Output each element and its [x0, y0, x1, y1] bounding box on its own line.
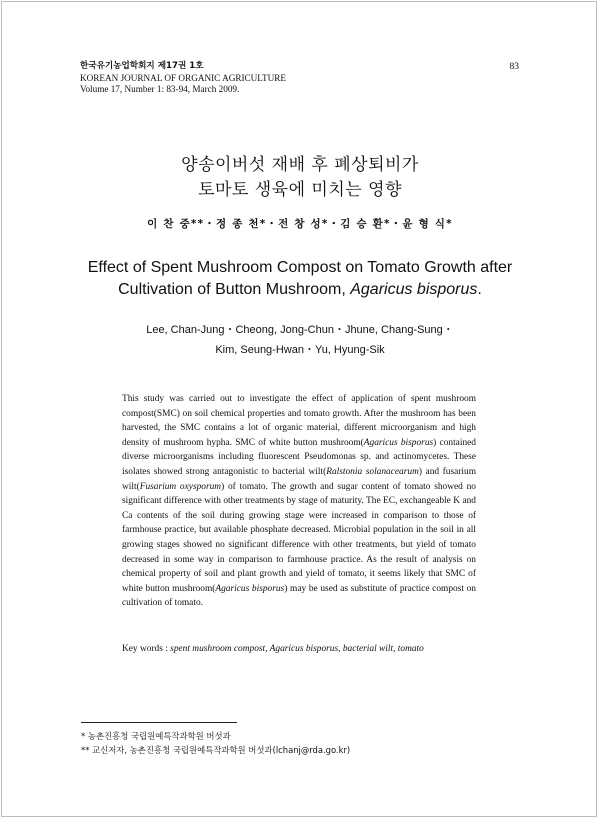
title-english-species: Agaricus bisporus [350, 281, 478, 298]
authors-korean: 이 찬 중**・정 종 천*・전 창 성*・김 승 환*・윤 형 식* [147, 218, 453, 230]
journal-title-korean: 한국유기농업학회지 제17권 1호 [80, 61, 204, 71]
abstract-text: This study was carried out to investigate the effect of application of spent mushroom compost(SMC) on soil chemical properties and tomato growth. After the mushroom has been harvested, the SMC contains a lot of organic material, different microorganism and high density of mushroom hypha. SMC of white button mushroom( [122, 394, 476, 448]
title-english-line2 [0, 279, 600, 300]
abstract-text: ) may be used as substitute of practice compost on cultivation of tomato. [122, 583, 476, 609]
title-english-line1: Effect of Spent Mushroom Compost on Tomato Growth after [87, 259, 513, 276]
title-korean-line2: 토마토 생육에 미치는 영향 [198, 180, 402, 200]
abstract-italic: Agaricus bisporus [215, 583, 285, 594]
journal-volume: Volume 17, Number 1: 83-94, March 2009. [80, 84, 240, 94]
abstract-italic: Fusarium oxysporum [139, 481, 222, 492]
page-number: 83 [509, 62, 519, 72]
abstract-text: ) of tomato. The growth and sugar content of tomato showed no significant difference with other treatments by stage of maturity. The EC, exchangeable K and Ca contents of the soil during growing stage were increased in comparison to those of farmhouse practice, but available phosphate decreased. Microbial population in the soil in all growing stages showed no significant difference with other treatments, but yield of tomato decreased in some way in comparison to farmhouse practice. As the result of analysis on chemical property of soil and plant growth and yield of tomato, it seems likely that SMC of white button mushroom( [122, 481, 476, 594]
title-english-line2-text: Cultivation of Button Mushroom, [118, 281, 351, 298]
journal-header [80, 61, 286, 96]
title-english-period: . [477, 281, 482, 298]
abstract-italic: Agaricus bisporus [363, 437, 434, 448]
keywords-label: Key words : [122, 644, 171, 654]
abstract-text: ) and fusarium wilt( [122, 466, 476, 492]
authors-english-line1: Lee, Chan-Jung・Cheong, Jong-Chun・Jhune, Chang-Sung・ [146, 324, 454, 336]
footnote-affiliation: * 농촌진흥청 국립원예특작과학원 버섯과 [81, 731, 231, 741]
footnote-corresponding-author: ** 교신저자, 농촌진흥청 국립원예특작과학원 버섯과(lchanj@rda.go.kr) [81, 745, 351, 755]
journal-title-english: KOREAN JOURNAL OF ORGANIC AGRICULTURE [80, 72, 287, 83]
authors-english-line2: Kim, Seung-Hwan・Yu, Hyung-Sik [215, 344, 385, 356]
abstract [122, 392, 476, 611]
title-korean-line1: 양송이버섯 재배 후 폐상퇴비가 [181, 155, 419, 175]
abstract-text: ) contained diverse microorganisms including fluorescent Pseudomonas sp. and actinomycetes. These isolates showed strong antagonistic to bacterial wilt( [122, 437, 476, 477]
footnote-divider [81, 722, 237, 723]
keywords-terms: spent mushroom compost, Agaricus bisporus, bacterial wilt, tomato [170, 644, 424, 654]
keywords [122, 644, 424, 654]
abstract-italic: Ralstonia solanacearum [326, 466, 419, 477]
